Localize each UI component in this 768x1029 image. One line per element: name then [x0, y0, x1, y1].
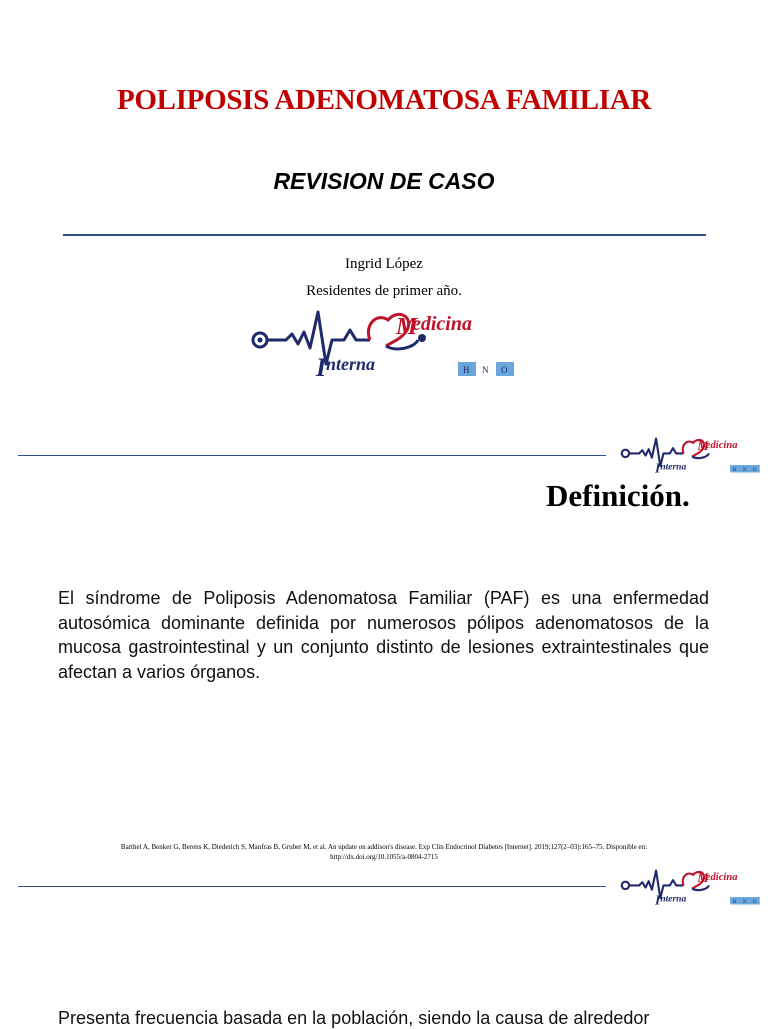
logo-word-bottom: nterna	[660, 894, 687, 905]
slide-subtitle: REVISION DE CASO	[273, 168, 495, 194]
slide3-top-rule	[18, 886, 606, 887]
logo-badge-h: H	[732, 467, 737, 473]
logo-letter-m: M	[396, 314, 418, 340]
reference-line-1: Barthel A, Benker G, Berens K, Diederich S, Manfras B, Gruber M, et al. An update on addison's disease. Exp Clin Endocrinol Diabetes [Internet]. 2019;127(2–03):165–75. Disponible en:	[120, 843, 648, 851]
logo-badge-o: O	[501, 365, 508, 375]
logo-word-top: edicina	[705, 872, 738, 884]
logo-letter-m: M	[697, 439, 709, 454]
logo-word-bottom: nterna	[326, 354, 376, 374]
logo-letter-i: I	[655, 892, 661, 908]
medicina-interna-logo-small	[618, 434, 764, 476]
logo-letter-i: I	[655, 460, 661, 476]
logo-letter-i: I	[316, 353, 327, 382]
logo-badge-o: O	[752, 467, 757, 473]
logo-badge-h: H	[463, 365, 470, 375]
logo-badge-h: H	[732, 899, 737, 905]
logo-word-bottom: nterna	[660, 462, 687, 473]
slide-title: POLIPOSIS ADENOMATOSA FAMILIAR	[116, 84, 652, 116]
logo-badge-n: N	[742, 899, 747, 905]
slide3-partial-text: Presenta frecuencia basada en la población, siendo la causa de alrededor	[58, 1008, 650, 1028]
logo-word-top: edicina	[705, 440, 738, 452]
author-name: Ingrid López	[345, 256, 423, 272]
logo-letter-m: M	[697, 871, 709, 886]
logo-badge-n: N	[482, 365, 489, 375]
title-divider	[63, 234, 706, 236]
author-role: Residentes de primer año.	[306, 283, 462, 299]
section-heading: Definición.	[546, 478, 690, 513]
medicina-interna-logo-small	[618, 866, 764, 908]
logo-word-top: edicina	[412, 313, 472, 335]
reference-link[interactable]: http://dx.doi.org/10.1055/a-0804-2715	[330, 853, 438, 861]
slide2-top-rule	[18, 455, 606, 456]
logo-badge-n: N	[742, 467, 747, 473]
logo-badge-o: O	[752, 899, 757, 905]
reference-citation	[56, 842, 712, 862]
definition-paragraph: El síndrome de Poliposis Adenomatosa Familiar (PAF) es una enfermedad autosómica dominante definida por numerosos pólipos adenomatosos de la mucosa gastrointestinal y un conjunto distinto de lesiones extraintestinales que afectan a varios órganos.	[58, 588, 709, 682]
medicina-interna-logo	[246, 304, 522, 382]
